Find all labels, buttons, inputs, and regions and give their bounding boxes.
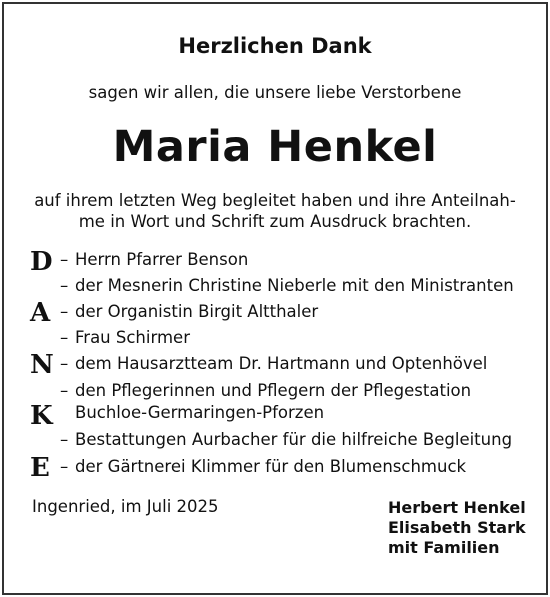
thanks-item [60, 380, 471, 402]
thanks-item-text: Bestattungen Aurbacher für die hilfreiche Begleitung [75, 430, 513, 449]
body-line: me in Wort und Schrift zum Ausdruck brachten. [78, 212, 472, 231]
thanks-item-text: der Mesnerin Christine Nieberle mit den Ministranten [75, 276, 514, 295]
intro-text: sagen wir allen, die unsere liebe Verstorbene [88, 83, 462, 102]
dash: – [60, 250, 69, 269]
danke-letter-k: K [30, 401, 53, 431]
thanks-item-text: dem Hausarztteam Dr. Hartmann und Optenhövel [75, 354, 488, 373]
thanks-item-text: den Pflegerinnen und Pflegern der Pflegestation [75, 381, 472, 400]
danke-letter-e: E [30, 453, 50, 483]
thanks-item [60, 249, 248, 271]
signer-family: mit Familien [388, 538, 500, 557]
thanks-item-text: Frau Schirmer [75, 328, 190, 347]
dash: – [60, 354, 69, 373]
signer-name: Elisabeth Stark [388, 518, 526, 537]
thanks-item-continuation: Buchloe-Germaringen-Pforzen [75, 403, 325, 422]
thanks-item [60, 456, 466, 478]
dash: – [60, 457, 69, 476]
thanks-item [60, 327, 190, 349]
danke-letter-a: A [30, 298, 51, 328]
thanks-item-text: Herrn Pfarrer Benson [75, 250, 249, 269]
signer-name: Herbert Henkel [388, 498, 526, 517]
signers [388, 498, 526, 558]
body-text [0, 190, 550, 232]
thanks-item [60, 301, 318, 323]
heading: Herzlichen Dank [178, 34, 372, 58]
dash: – [60, 381, 69, 400]
dash: – [60, 430, 69, 449]
danke-letter-n: N [30, 350, 54, 380]
body-line: auf ihrem letzten Weg begleitet haben und ihre Anteilnah- [34, 191, 516, 210]
deceased-name: Maria Henkel [112, 122, 438, 172]
thanks-item-text: der Gärtnerei Klimmer für den Blumenschmuck [75, 457, 467, 476]
place-date: Ingenried, im Juli 2025 [32, 497, 219, 516]
dash: – [60, 276, 69, 295]
thanks-item-text: der Organistin Birgit Altthaler [75, 302, 319, 321]
dash: – [60, 302, 69, 321]
thanks-item [60, 429, 512, 451]
thanks-item [60, 353, 487, 375]
danke-letter-d: D [30, 247, 53, 277]
thanks-item [60, 275, 514, 297]
dash: – [60, 328, 69, 347]
